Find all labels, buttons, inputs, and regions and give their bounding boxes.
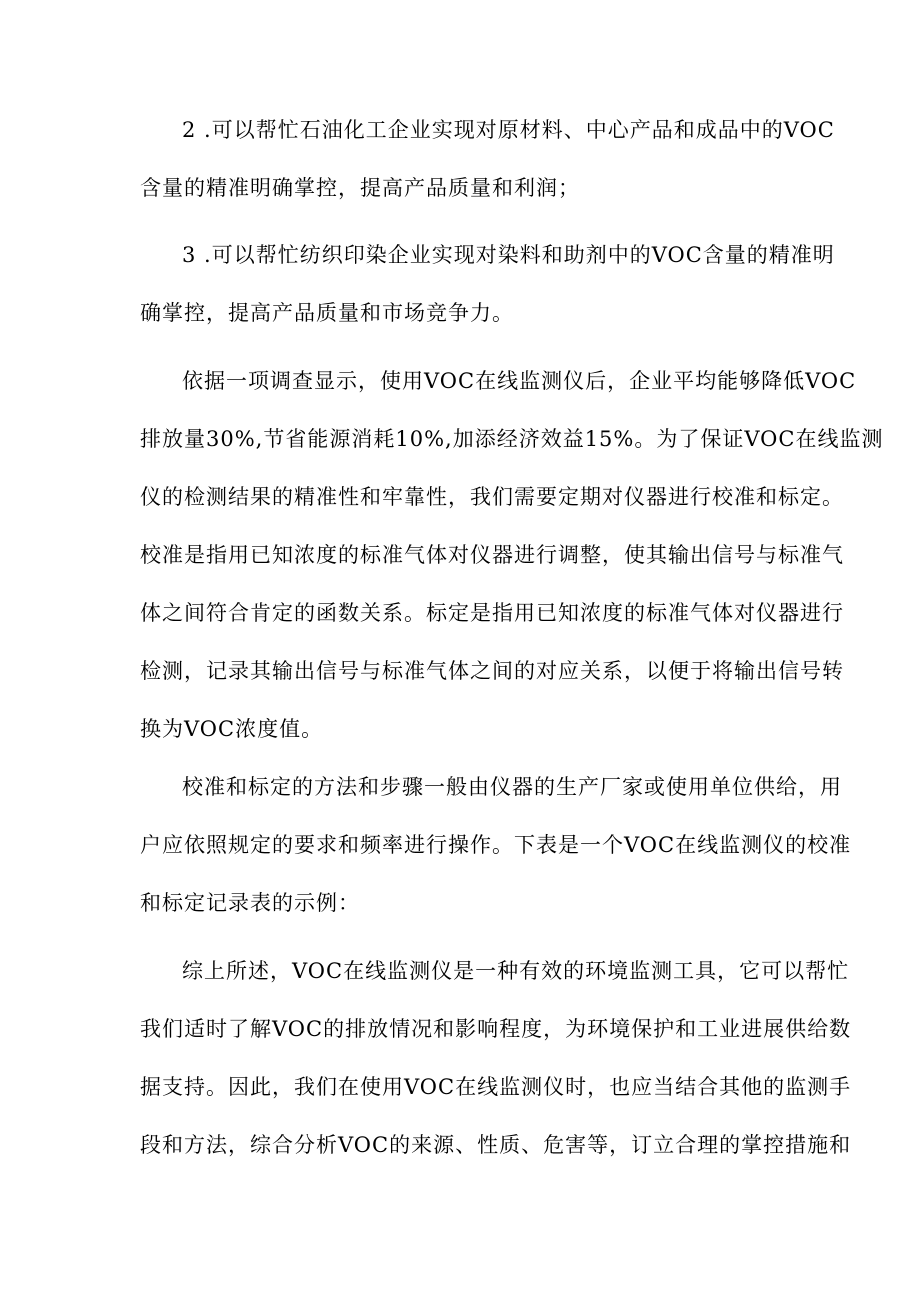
text-line: 2 .可以帮忙石油化工企业实现对原材料、中心产品和成品中的VOC [182, 118, 835, 142]
text-line: 综上所述，VOC在线监测仪是一种有效的环境监测工具，它可以帮忙 [182, 959, 850, 983]
paragraph-item-2 [140, 101, 835, 217]
text-line: 户应依照规定的要求和频率进行操作。下表是一个VOC在线监测仪的校准 [140, 833, 852, 857]
text-line: 校准和标定的方法和步骤一般由仪器的生产厂家或使用单位供给，用 [182, 775, 842, 799]
text-line: 检测，记录其输出信号与标准气体之间的对应关系，以便于将输出信号转 [140, 659, 844, 683]
text-line: 排放量30%,节省能源消耗10%,加添经济效益15%。为了保证VOC在线监测 [140, 427, 884, 451]
paragraph-summary [140, 942, 852, 1174]
text-line: 3 .可以帮忙纺织印染企业实现对染料和助剂中的VOC含量的精准明 [182, 243, 835, 267]
text-line: 段和方法，综合分析VOC的来源、性质、危害等，订立合理的掌控措施和 [140, 1133, 852, 1157]
text-line: 和标定记录表的示例： [140, 891, 360, 915]
text-line: 据支持。因此，我们在使用VOC在线监测仪时，也应当结合其他的监测手 [140, 1075, 852, 1099]
text-line: 校准是指用已知浓度的标准气体对仪器进行调整，使其输出信号与标准气 [140, 543, 844, 567]
text-line: 仪的检测结果的精准性和牢靠性，我们需要定期对仪器进行校准和标定。 [140, 485, 844, 509]
text-line: 依据一项调查显示，使用VOC在线监测仪后，企业平均能够降低VOC [182, 369, 857, 393]
text-line: 确掌控，提高产品质量和市场竞争力。 [140, 301, 514, 325]
paragraph-item-3 [140, 226, 835, 342]
paragraph-survey [140, 352, 884, 758]
text-line: 含量的精准明确掌控，提高产品质量和利润； [140, 176, 580, 200]
paragraph-calibration-method [140, 758, 852, 932]
text-line: 体之间符合肯定的函数关系。标定是指用已知浓度的标准气体对仪器进行 [140, 601, 844, 625]
text-line: 我们适时了解VOC的排放情况和影响程度，为环境保护和工业进展供给数 [140, 1017, 852, 1041]
text-line: 换为VOC浓度值。 [140, 717, 324, 741]
